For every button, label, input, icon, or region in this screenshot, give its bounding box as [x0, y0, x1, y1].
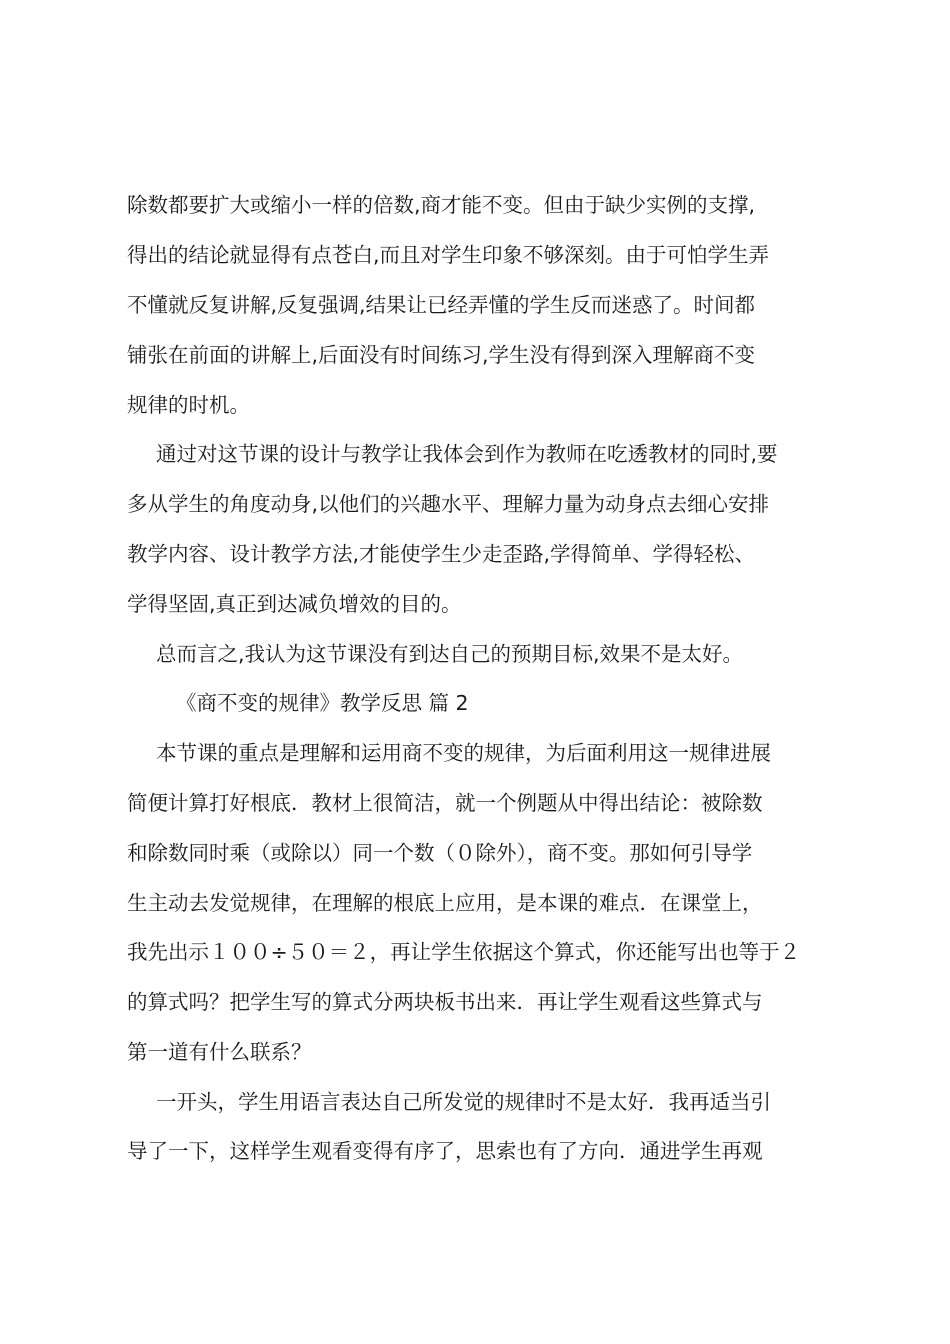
paragraph-line: 铺张在前面的讲解上,后面没有时间练习,学生没有得到深入理解商不变	[127, 343, 756, 367]
paragraph-line: 不懂就反复讲解,反复强调,结果让已经弄懂的学生反而迷惑了。时间都	[127, 293, 756, 317]
paragraph-line: 学得坚固,真正到达减负增效的目的。	[127, 592, 462, 616]
paragraph-line: 本节课的重点是理解和运用商不变的规律，为后面利用这一规律进展	[156, 741, 771, 765]
paragraph-line: 简便计算打好根底．教材上很简洁，就一个例题从中得出结论：被除数	[127, 791, 763, 815]
paragraph-line: 多从学生的角度动身,以他们的兴趣水平、理解力量为动身点去细心安排	[127, 492, 770, 516]
paragraph-line: 第一道有什么联系？	[127, 1040, 312, 1064]
paragraph-line: 得出的结论就显得有点苍白,而且对学生印象不够深刻。由于可怕学生弄	[127, 243, 770, 267]
paragraph-line: 规律的时机。	[127, 393, 250, 417]
paragraph-line: 的算式吗？把学生写的算式分两块板书出来．再让学生观看这些算式与	[127, 990, 763, 1014]
paragraph-line: 除数都要扩大或缩小一样的倍数,商才能不变。但由于缺少实例的支撑,	[127, 193, 756, 217]
paragraph-line: 一开头，学生用语言表达自己所发觉的规律时不是太好．我再适当引	[156, 1090, 771, 1114]
paragraph-line: 导了一下，这样学生观看变得有序了，思索也有了方向．通进学生再观	[127, 1139, 763, 1163]
paragraph-line: 生主动去发觉规律，在理解的根底上应用，是本课的难点．在课堂上，	[127, 891, 763, 915]
paragraph-line: 和除数同时乘（或除以）同一个数（０除外），商不变。那如何引导学	[127, 841, 753, 865]
paragraph-line: 总而言之,我认为这节课没有到达自己的预期目标,效果不是太好。	[156, 642, 744, 666]
paragraph-line: 教学内容、设计教学方法,才能使学生少走歪路,学得简单、学得轻松、	[127, 542, 756, 566]
section-heading: 《商不变的规律》教学反思 篇 2	[176, 691, 469, 715]
paragraph-line: 通过对这节课的设计与教学让我体会到作为教师在吃透教材的同时,要	[156, 442, 778, 466]
paragraph-line: 我先出示１００÷５０＝２，再让学生依据这个算式，你还能写出也等于２	[127, 940, 801, 964]
